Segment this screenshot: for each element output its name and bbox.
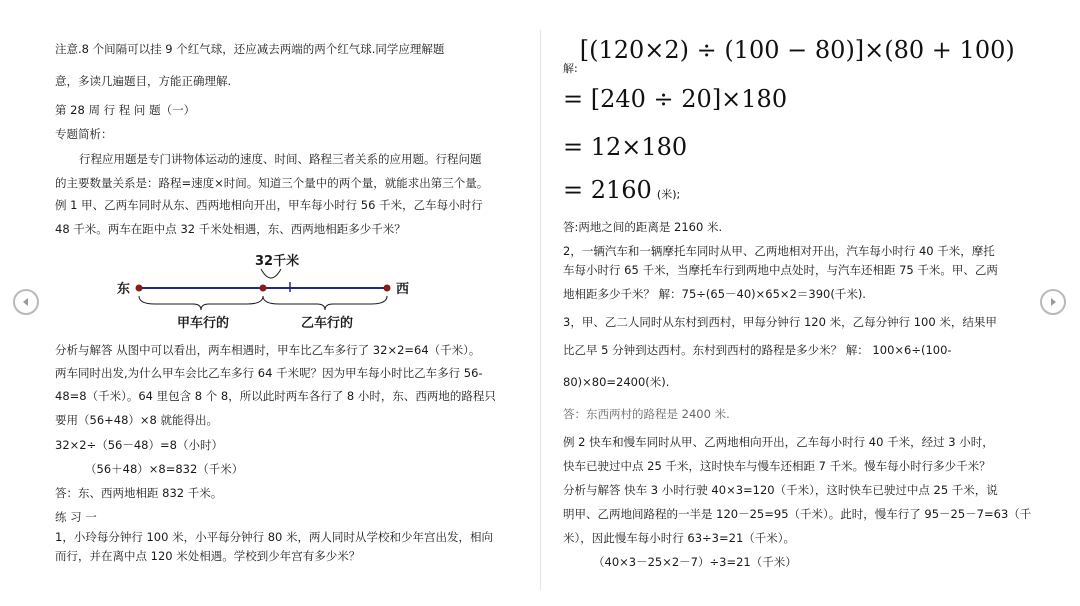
- math-expression-2: = [240 ÷ 20]×180: [563, 85, 788, 113]
- west-label: 西: [396, 282, 410, 297]
- right-page: [563, 0, 1033, 606]
- question3-line-3: 80)×80=2400(米).: [563, 375, 670, 389]
- left-page: [55, 0, 525, 606]
- east-point: [136, 285, 143, 292]
- next-page-button[interactable]: [1040, 289, 1066, 315]
- example2-line-2: 快车已驶过中点 25 千米，这时快车与慢车还相距 7 千米。慢车每小时行多少千米？: [563, 459, 991, 473]
- distance-brace: [261, 269, 281, 278]
- example2-analysis-line-1: 分析与解答 快车 3 小时行驶 40×3=120（千米），这时快车已驶过中点 25 千米，说: [563, 483, 998, 497]
- analysis-line-4: 要用（56+48）×8 就能得出。: [55, 413, 219, 427]
- solution-label: 解:: [563, 62, 578, 75]
- math-line-3: [563, 133, 687, 161]
- example1-line-2: 48 千米。两车在距中点 32 千米处相遇，东、西两地相距多少千米？: [55, 222, 406, 236]
- analysis-line-1: 分析与解答 从图中可以看出，两车相遇时，甲车比乙车多行了 32×2=64（千米）。: [55, 343, 481, 357]
- example2-analysis-line-2: 明甲、乙两地间路程的一半是 120－25=95（千米）。此时，慢车行了 95－25－7=63（千: [563, 507, 1032, 521]
- math-expression-3: = 12×180: [563, 133, 688, 161]
- math-expression-4: = 2160: [563, 176, 652, 204]
- yi-brace: [263, 296, 387, 310]
- note-line-1: 注意.8 个间隔可以挂 9 个红气球，还应减去两端的两个红气球.同学应理解题: [55, 42, 445, 56]
- distance-label: 32千米: [255, 254, 300, 269]
- math-unit: (米);: [656, 188, 681, 201]
- question3-line-1: 3，甲、乙二人同时从东村到西村，甲每分钟行 120 米，乙每分钟行 100 米，结果甲: [563, 315, 997, 329]
- example1-line-1: 例 1 甲、乙两车同时从东、西两地相向开出，甲车每小时行 56 千米，乙车每小时行: [55, 198, 483, 212]
- exercise-title: 练 习 一: [55, 510, 97, 524]
- solution-answer: 答:两地之间的距离是 2160 米.: [563, 220, 723, 234]
- example2-line-1: 例 2 快车和慢车同时从甲、乙两地相向开出，乙车每小时行 40 千米，经过 3 小时，: [563, 435, 994, 449]
- week-title: 第 28 周 行 程 问 题（一）: [55, 103, 196, 117]
- yi-label: 乙车行的: [301, 316, 354, 331]
- question2-line-2: 车每小时行 65 千米，当摩托车行到两地中点处时，与汽车还相距 75 千米。甲、乙两: [563, 263, 998, 277]
- page-divider: [540, 30, 541, 590]
- question2-line-3: 地相距多少千米？ 解：75÷(65－40)×65×2＝390(千米).: [563, 287, 866, 301]
- math-line-1: [563, 36, 1015, 75]
- intro-line-1: 行程应用题是专门讲物体运动的速度、时间、路程三者关系的应用题。行程问题: [79, 152, 482, 166]
- jia-brace: [139, 296, 263, 310]
- analysis-line-2: 两车同时出发,为什么甲车会比乙车多行 64 千米呢？因为甲车每小时比乙车多行 56-: [55, 366, 483, 380]
- jia-label: 甲车行的: [177, 316, 230, 331]
- calc-line-2: （56＋48）×8=832（千米）: [85, 462, 244, 476]
- example2-analysis-line-3: 米），因此慢车每小时行 63÷3=21（千米）。: [563, 531, 796, 545]
- exercise-q1-line-1: 1，小玲每分钟行 100 米，小平每分钟行 80 米，两人同时从学校和少年宫出发，相向: [55, 530, 494, 544]
- chevron-right-circle-icon: [1047, 296, 1059, 308]
- analysis-line-3: 48=8（千米）。64 里包含 8 个 8，所以此时两车各行了 8 小时，东、西两地的路程只: [55, 389, 496, 403]
- exercise-q1-line-2: 而行，并在离中点 120 米处相遇。学校到少年宫有多少米？: [55, 549, 361, 563]
- math-line-4: [563, 176, 680, 204]
- intro-line-2: 的主要数量关系是：路程=速度×时间。知道三个量中的两个量，就能求出第三个量。: [55, 176, 489, 190]
- meeting-point: [260, 285, 267, 292]
- math-line-2: [563, 85, 787, 113]
- answer-line: 答：东、西两地相距 832 千米。: [55, 486, 223, 500]
- math-expression-1: [(120×2) ÷ (100 − 80)]×(80 + 100): [579, 36, 1015, 64]
- west-point: [384, 285, 391, 292]
- question3-line-2: 比乙早 5 分钟到达西村。东村到西村的路程是多少米？ 解： 100×6÷(100-: [563, 343, 952, 357]
- note-line-2: 意，多读几遍题目，方能正确理解.: [55, 74, 232, 88]
- route-diagram: [115, 252, 415, 334]
- calc-line-1: 32×2÷（56－48）=8（小时）: [55, 438, 223, 452]
- east-label: 东: [117, 282, 131, 297]
- example2-calc: （40×3－25×2－7）÷3=21（千米）: [593, 555, 797, 569]
- question2-line-1: 2，一辆汽车和一辆摩托车同时从甲、乙两地相对开出，汽车每小时行 40 千米，摩托: [563, 244, 995, 258]
- intro-heading: 专题简析：: [55, 127, 113, 141]
- question3-answer: 答：东西两村的路程是 2400 米.: [563, 407, 730, 421]
- chevron-left-circle-icon: [20, 296, 32, 308]
- prev-page-button[interactable]: [13, 289, 39, 315]
